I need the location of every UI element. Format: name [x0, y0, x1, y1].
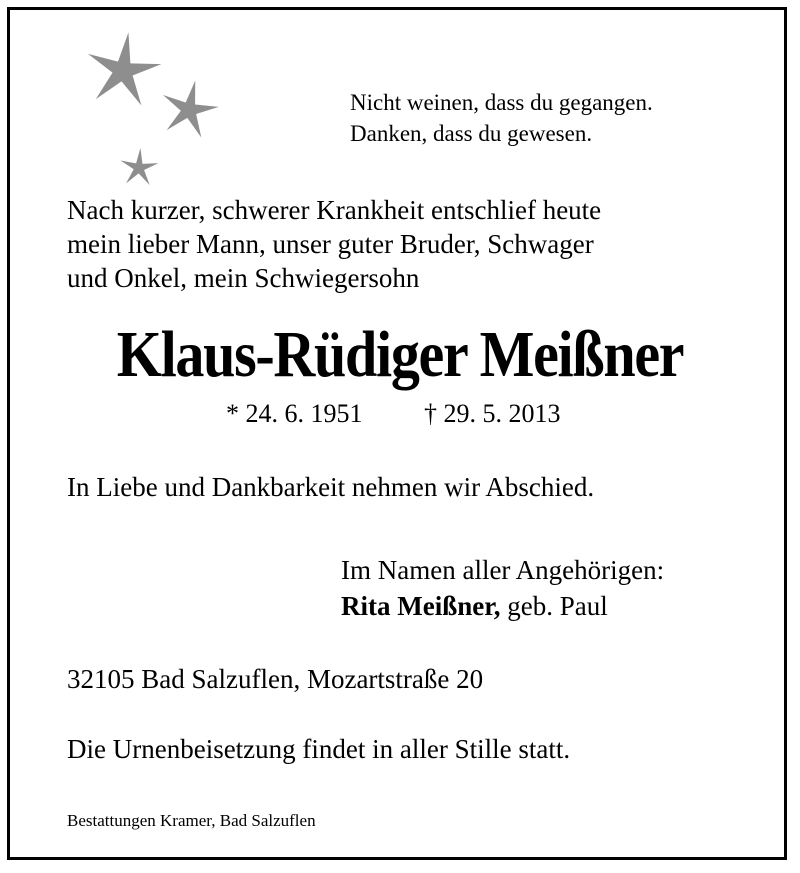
signer-name: Rita Meißner,: [341, 591, 501, 621]
signoff-signature: [341, 588, 664, 624]
star-icon: [84, 32, 162, 110]
signer-maiden-name: geb. Paul: [500, 591, 608, 621]
star-icon: [159, 80, 219, 140]
announcement-line: Nach kurzer, schwerer Krankheit entschlief heute: [67, 195, 602, 225]
memorial-quote: [350, 87, 653, 149]
burial-note: Die Urnenbeisetzung findet in aller Stille statt.: [67, 734, 571, 764]
quote-line: Nicht weinen, dass du gegangen.: [350, 90, 653, 115]
stars-decoration: [80, 30, 230, 190]
funeral-home: Bestattungen Kramer, Bad Salzuflen: [67, 811, 316, 830]
signoff-intro: Im Namen aller Angehörigen:: [341, 555, 665, 585]
death-date: † 29. 5. 2013: [424, 399, 561, 428]
farewell-text: In Liebe und Dankbarkeit nehmen wir Abschied.: [67, 472, 595, 502]
announcement-line: mein lieber Mann, unser guter Bruder, Schwager: [67, 229, 594, 259]
family-signoff: [341, 552, 664, 624]
announcement-text: [67, 193, 601, 295]
birth-date: * 24. 6. 1951: [226, 399, 363, 428]
star-icon: [119, 148, 159, 188]
quote-line: Danken, dass du gewesen.: [350, 121, 593, 146]
announcement-line: und Onkel, mein Schwiegersohn: [67, 263, 420, 293]
deceased-name: Klaus-Rüdiger Meißner: [116, 318, 684, 391]
family-address: 32105 Bad Salzuflen, Mozartstraße 20: [67, 664, 484, 694]
